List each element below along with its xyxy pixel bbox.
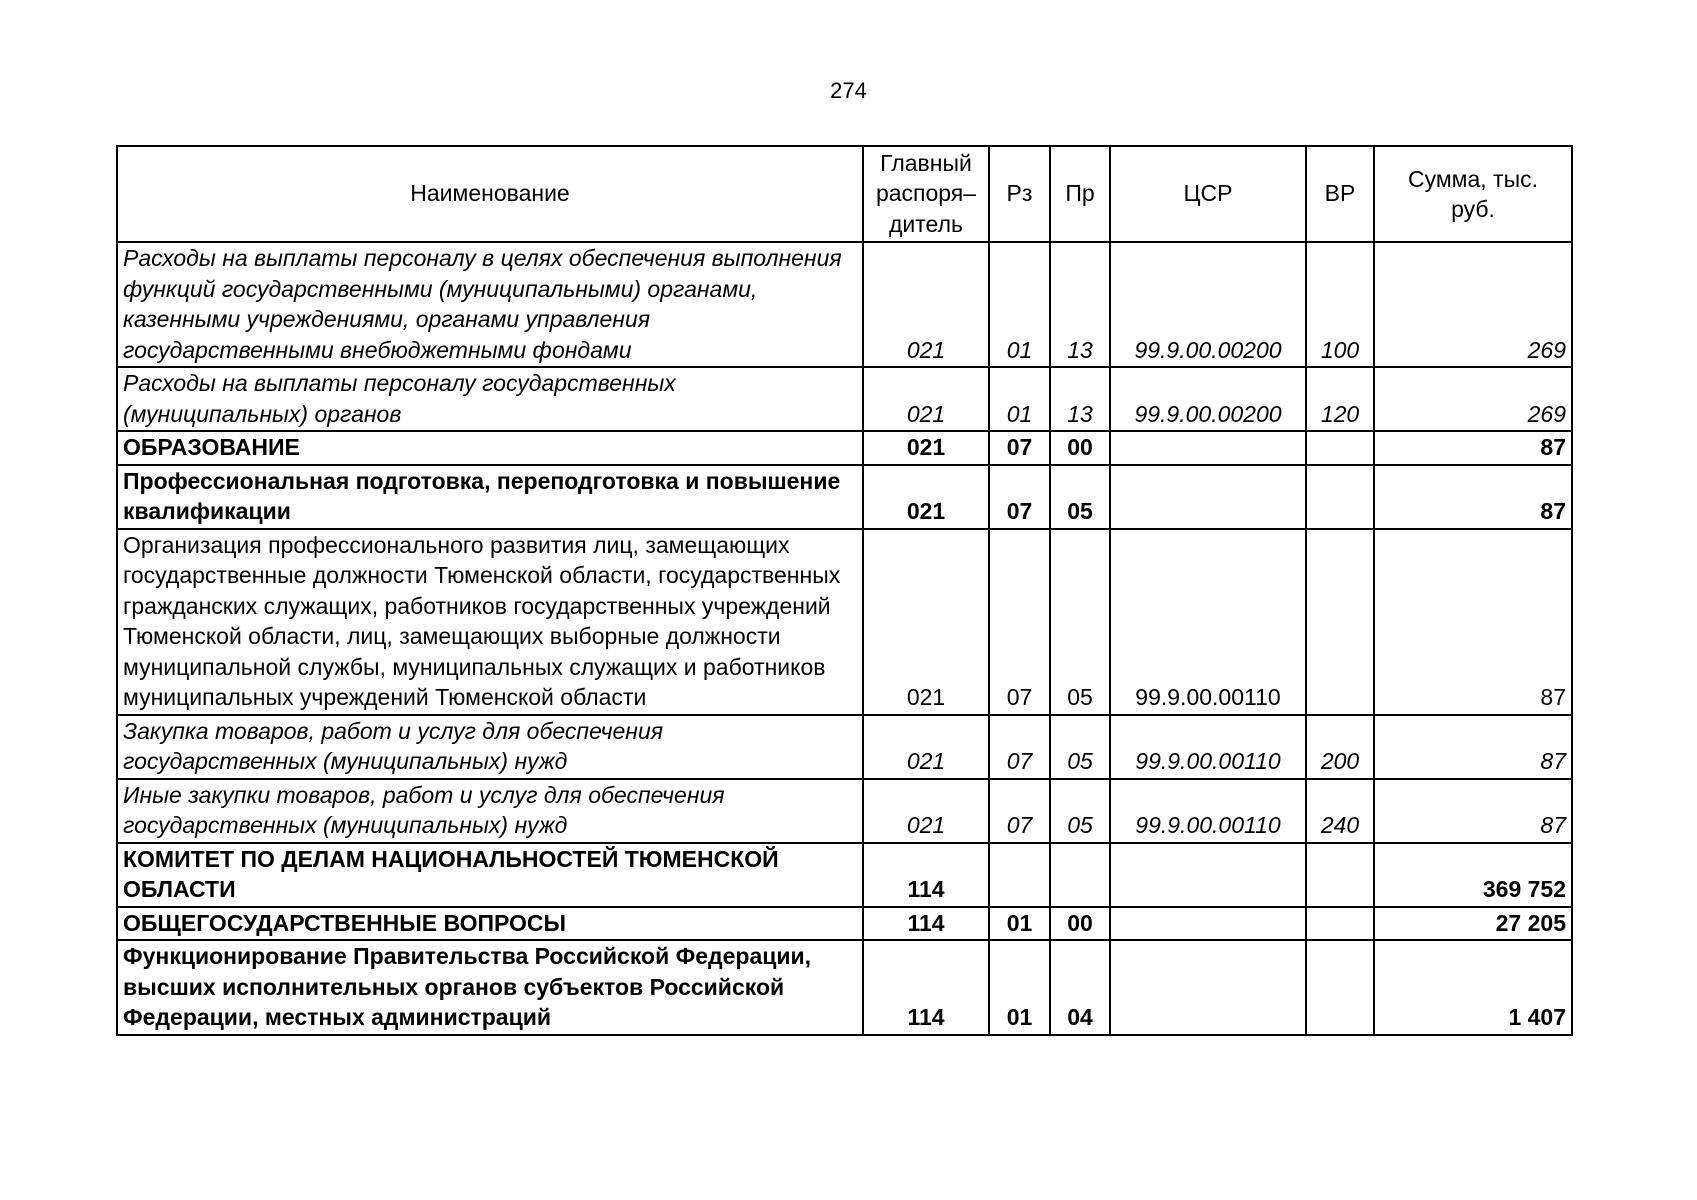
cell-sum: 87 <box>1374 465 1572 529</box>
header-pr: Пр <box>1050 146 1110 242</box>
cell-csr <box>1110 465 1306 529</box>
cell-grbs: 021 <box>863 431 989 465</box>
cell-csr: 99.9.00.00110 <box>1110 715 1306 779</box>
header-grbs: Главный распоря– дитель <box>863 146 989 242</box>
table-row <box>117 529 1572 715</box>
cell-name: КОМИТЕТ ПО ДЕЛАМ НАЦИОНАЛЬНОСТЕЙ ТЮМЕНСКОЙ ОБЛАСТИ <box>117 843 863 907</box>
cell-grbs: 114 <box>863 907 989 941</box>
cell-rz: 07 <box>989 431 1050 465</box>
cell-rz: 07 <box>989 465 1050 529</box>
cell-pr: 00 <box>1050 907 1110 941</box>
header-rz: Рз <box>989 146 1050 242</box>
cell-rz: 01 <box>989 907 1050 941</box>
header-vr: ВР <box>1306 146 1374 242</box>
cell-rz: 01 <box>989 940 1050 1035</box>
cell-grbs: 021 <box>863 367 989 431</box>
header-csr: ЦСР <box>1110 146 1306 242</box>
table-row <box>117 779 1572 843</box>
cell-vr <box>1306 907 1374 941</box>
table-header-row <box>117 146 1572 242</box>
cell-sum: 269 <box>1374 367 1572 431</box>
cell-rz: 07 <box>989 715 1050 779</box>
cell-csr <box>1110 907 1306 941</box>
cell-name: Профессиональная подготовка, переподготовка и повышение квалификации <box>117 465 863 529</box>
cell-pr: 13 <box>1050 367 1110 431</box>
cell-name: Расходы на выплаты персоналу в целях обеспечения выполнения функций государственными (муниципальными) органами, казенными учреждениями, органами управления государственными внебюджетными фондами <box>117 242 863 367</box>
cell-pr: 05 <box>1050 715 1110 779</box>
cell-vr: 100 <box>1306 242 1374 367</box>
cell-pr: 05 <box>1050 465 1110 529</box>
cell-rz: 07 <box>989 529 1050 715</box>
cell-vr: 240 <box>1306 779 1374 843</box>
cell-grbs: 021 <box>863 242 989 367</box>
cell-rz: 01 <box>989 367 1050 431</box>
cell-pr: 05 <box>1050 779 1110 843</box>
table-row <box>117 843 1572 907</box>
cell-vr: 200 <box>1306 715 1374 779</box>
cell-name: Иные закупки товаров, работ и услуг для обеспечения государственных (муниципальных) нужд <box>117 779 863 843</box>
cell-sum: 369 752 <box>1374 843 1572 907</box>
cell-name: ОБЩЕГОСУДАРСТВЕННЫЕ ВОПРОСЫ <box>117 907 863 941</box>
table-row <box>117 242 1572 367</box>
cell-csr <box>1110 431 1306 465</box>
cell-sum: 87 <box>1374 715 1572 779</box>
cell-name: Функционирование Правительства Российской Федерации, высших исполнительных органов субъектов Российской Федерации, местных администраций <box>117 940 863 1035</box>
cell-grbs: 021 <box>863 529 989 715</box>
cell-vr <box>1306 843 1374 907</box>
table-row <box>117 907 1572 941</box>
cell-sum: 87 <box>1374 529 1572 715</box>
cell-rz <box>989 843 1050 907</box>
table-row <box>117 367 1572 431</box>
cell-vr <box>1306 431 1374 465</box>
cell-csr <box>1110 843 1306 907</box>
cell-pr <box>1050 843 1110 907</box>
cell-vr <box>1306 529 1374 715</box>
cell-rz: 07 <box>989 779 1050 843</box>
budget-table <box>116 145 1573 1036</box>
table-row <box>117 940 1572 1035</box>
cell-sum: 27 205 <box>1374 907 1572 941</box>
cell-name: Расходы на выплаты персоналу государственных (муниципальных) органов <box>117 367 863 431</box>
cell-name: ОБРАЗОВАНИЕ <box>117 431 863 465</box>
header-sum: Сумма, тыс. руб. <box>1374 146 1572 242</box>
cell-vr: 120 <box>1306 367 1374 431</box>
cell-pr: 00 <box>1050 431 1110 465</box>
cell-grbs: 021 <box>863 779 989 843</box>
table-row <box>117 715 1572 779</box>
cell-grbs: 114 <box>863 940 989 1035</box>
table-row <box>117 465 1572 529</box>
cell-csr: 99.9.00.00200 <box>1110 367 1306 431</box>
cell-vr <box>1306 465 1374 529</box>
cell-sum: 87 <box>1374 779 1572 843</box>
cell-vr <box>1306 940 1374 1035</box>
cell-grbs: 021 <box>863 465 989 529</box>
table-row <box>117 431 1572 465</box>
cell-sum: 87 <box>1374 431 1572 465</box>
cell-name: Закупка товаров, работ и услуг для обеспечения государственных (муниципальных) нужд <box>117 715 863 779</box>
table-body <box>117 242 1572 1035</box>
cell-sum: 269 <box>1374 242 1572 367</box>
cell-rz: 01 <box>989 242 1050 367</box>
header-name: Наименование <box>117 146 863 242</box>
cell-csr: 99.9.00.00200 <box>1110 242 1306 367</box>
cell-pr: 05 <box>1050 529 1110 715</box>
cell-grbs: 114 <box>863 843 989 907</box>
cell-pr: 13 <box>1050 242 1110 367</box>
cell-pr: 04 <box>1050 940 1110 1035</box>
cell-grbs: 021 <box>863 715 989 779</box>
cell-csr: 99.9.00.00110 <box>1110 779 1306 843</box>
page-number: 274 <box>830 78 867 103</box>
cell-csr: 99.9.00.00110 <box>1110 529 1306 715</box>
cell-sum: 1 407 <box>1374 940 1572 1035</box>
cell-name: Организация профессионального развития лиц, замещающих государственные должности Тюменской области, государственных гражданских служащих, работников государственных учреждений Тюменской области, лиц, замещающих выборные должности муниципальной службы, муниципальных служащих и работников муниципальных учреждений Тюменской области <box>117 529 863 715</box>
cell-csr <box>1110 940 1306 1035</box>
